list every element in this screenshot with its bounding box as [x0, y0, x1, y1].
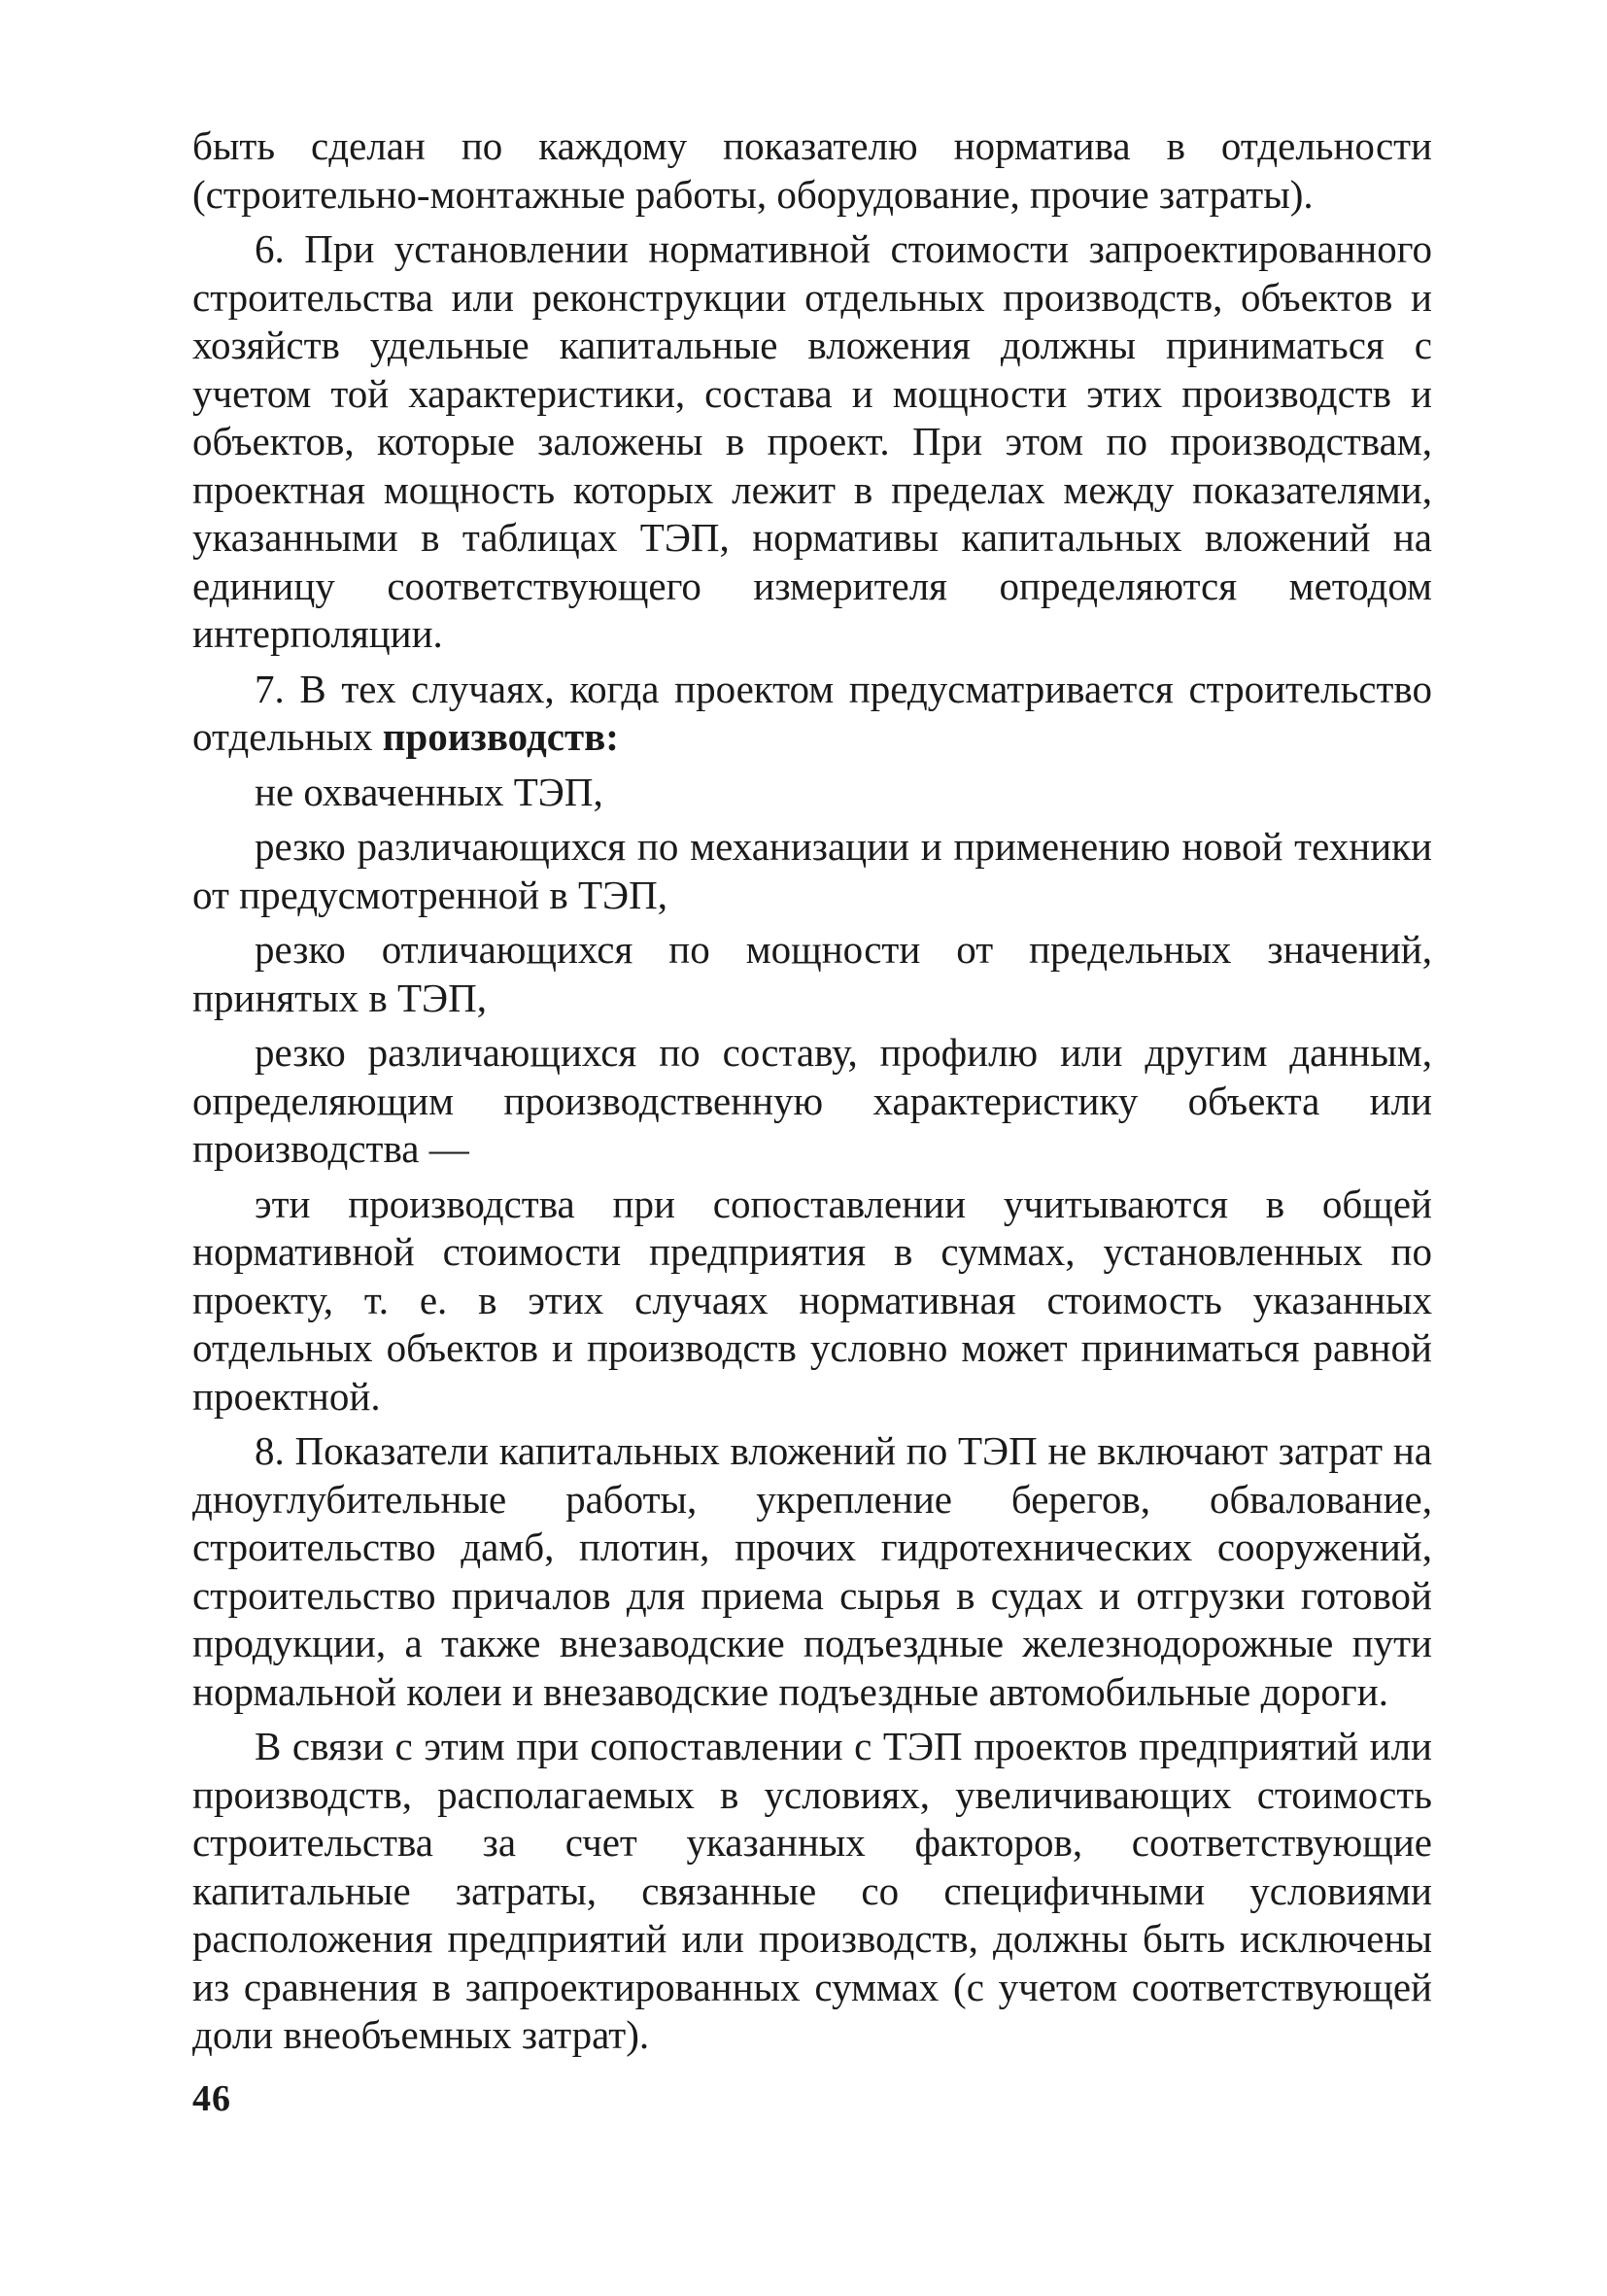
paragraph-item-7-emphasis: производств:: [382, 714, 619, 759]
list-item-capacity: резко отличающихся по мощности от предельных значений, принятых в ТЭП,: [192, 927, 1432, 1020]
paragraph-item-7: [192, 666, 1432, 762]
body-text: [192, 122, 1432, 2060]
paragraph-item-6: 6. При установлении нормативной стоимости запроектированного строительства или реконструкции отдельных производств, объектов и хозяйств удельные капитальные вложения должны приниматься с учетом той характеристики, состава и мощности этих производств и объектов, которые заложены в проект. При этом по производствам, проектная мощность которых лежит в пределах между показателями, указанными в таблицах ТЭП, нормативы капитальных вложений на единицу соответствующего измерителя определяются методом интерполяции.: [192, 226, 1432, 656]
paragraph-consequence: В связи с этим при сопоставлении с ТЭП проектов предприятий или производств, располагаемых в условиях, увеличивающих стоимость строительства за счет указанных факторов, соответствующие капитальные затраты, связанные со специфичными условиями расположения предприятий или производств, должны быть исключены из сравнения в запроектированных суммах (с учетом соответствующей доли внеобъемных затрат).: [192, 1724, 1432, 2057]
paragraph-item-7-text: 7. В тех случаях, когда проектом предусматривается строительство отдельных: [192, 666, 1432, 759]
page-number: 46: [192, 2078, 231, 2119]
list-item-mechanization: резко различающихся по механизации и применению новой техники от предусмотренной в ТЭП,: [192, 824, 1432, 917]
paragraph-item-8: 8. Показатели капитальных вложений по ТЭП не включают затрат на дноуглубительные работы, укрепление берегов, обвалование, строительство дамб, плотин, прочих гидротехнических сооружений, строительство причалов для приема сырья в судах и отгрузки готовой продукции, а также внезаводские подъездные железнодорожные пути нормальной колеи и внезаводские подъездные автомобильные дороги.: [192, 1428, 1432, 1714]
paragraph-continuation: быть сделан по каждому показателю норматива в отдельности (строительно-монтажные работы, оборудование, прочие затраты).: [192, 123, 1432, 217]
paragraph-conclusion: эти производства при сопоставлении учитываются в общей нормативной стоимости предприятия в суммах, установленных по проекту, т. е. в этих случаях нормативная стоимость указанных отдельных объектов и производств условно может приниматься равной проектной.: [192, 1181, 1432, 1419]
list-item-not-covered: не охваченных ТЭП,: [255, 769, 603, 814]
list-item-composition: резко различающихся по составу, профилю или другим данным, определяющим производственную характеристику объекта или производства —: [192, 1030, 1432, 1171]
